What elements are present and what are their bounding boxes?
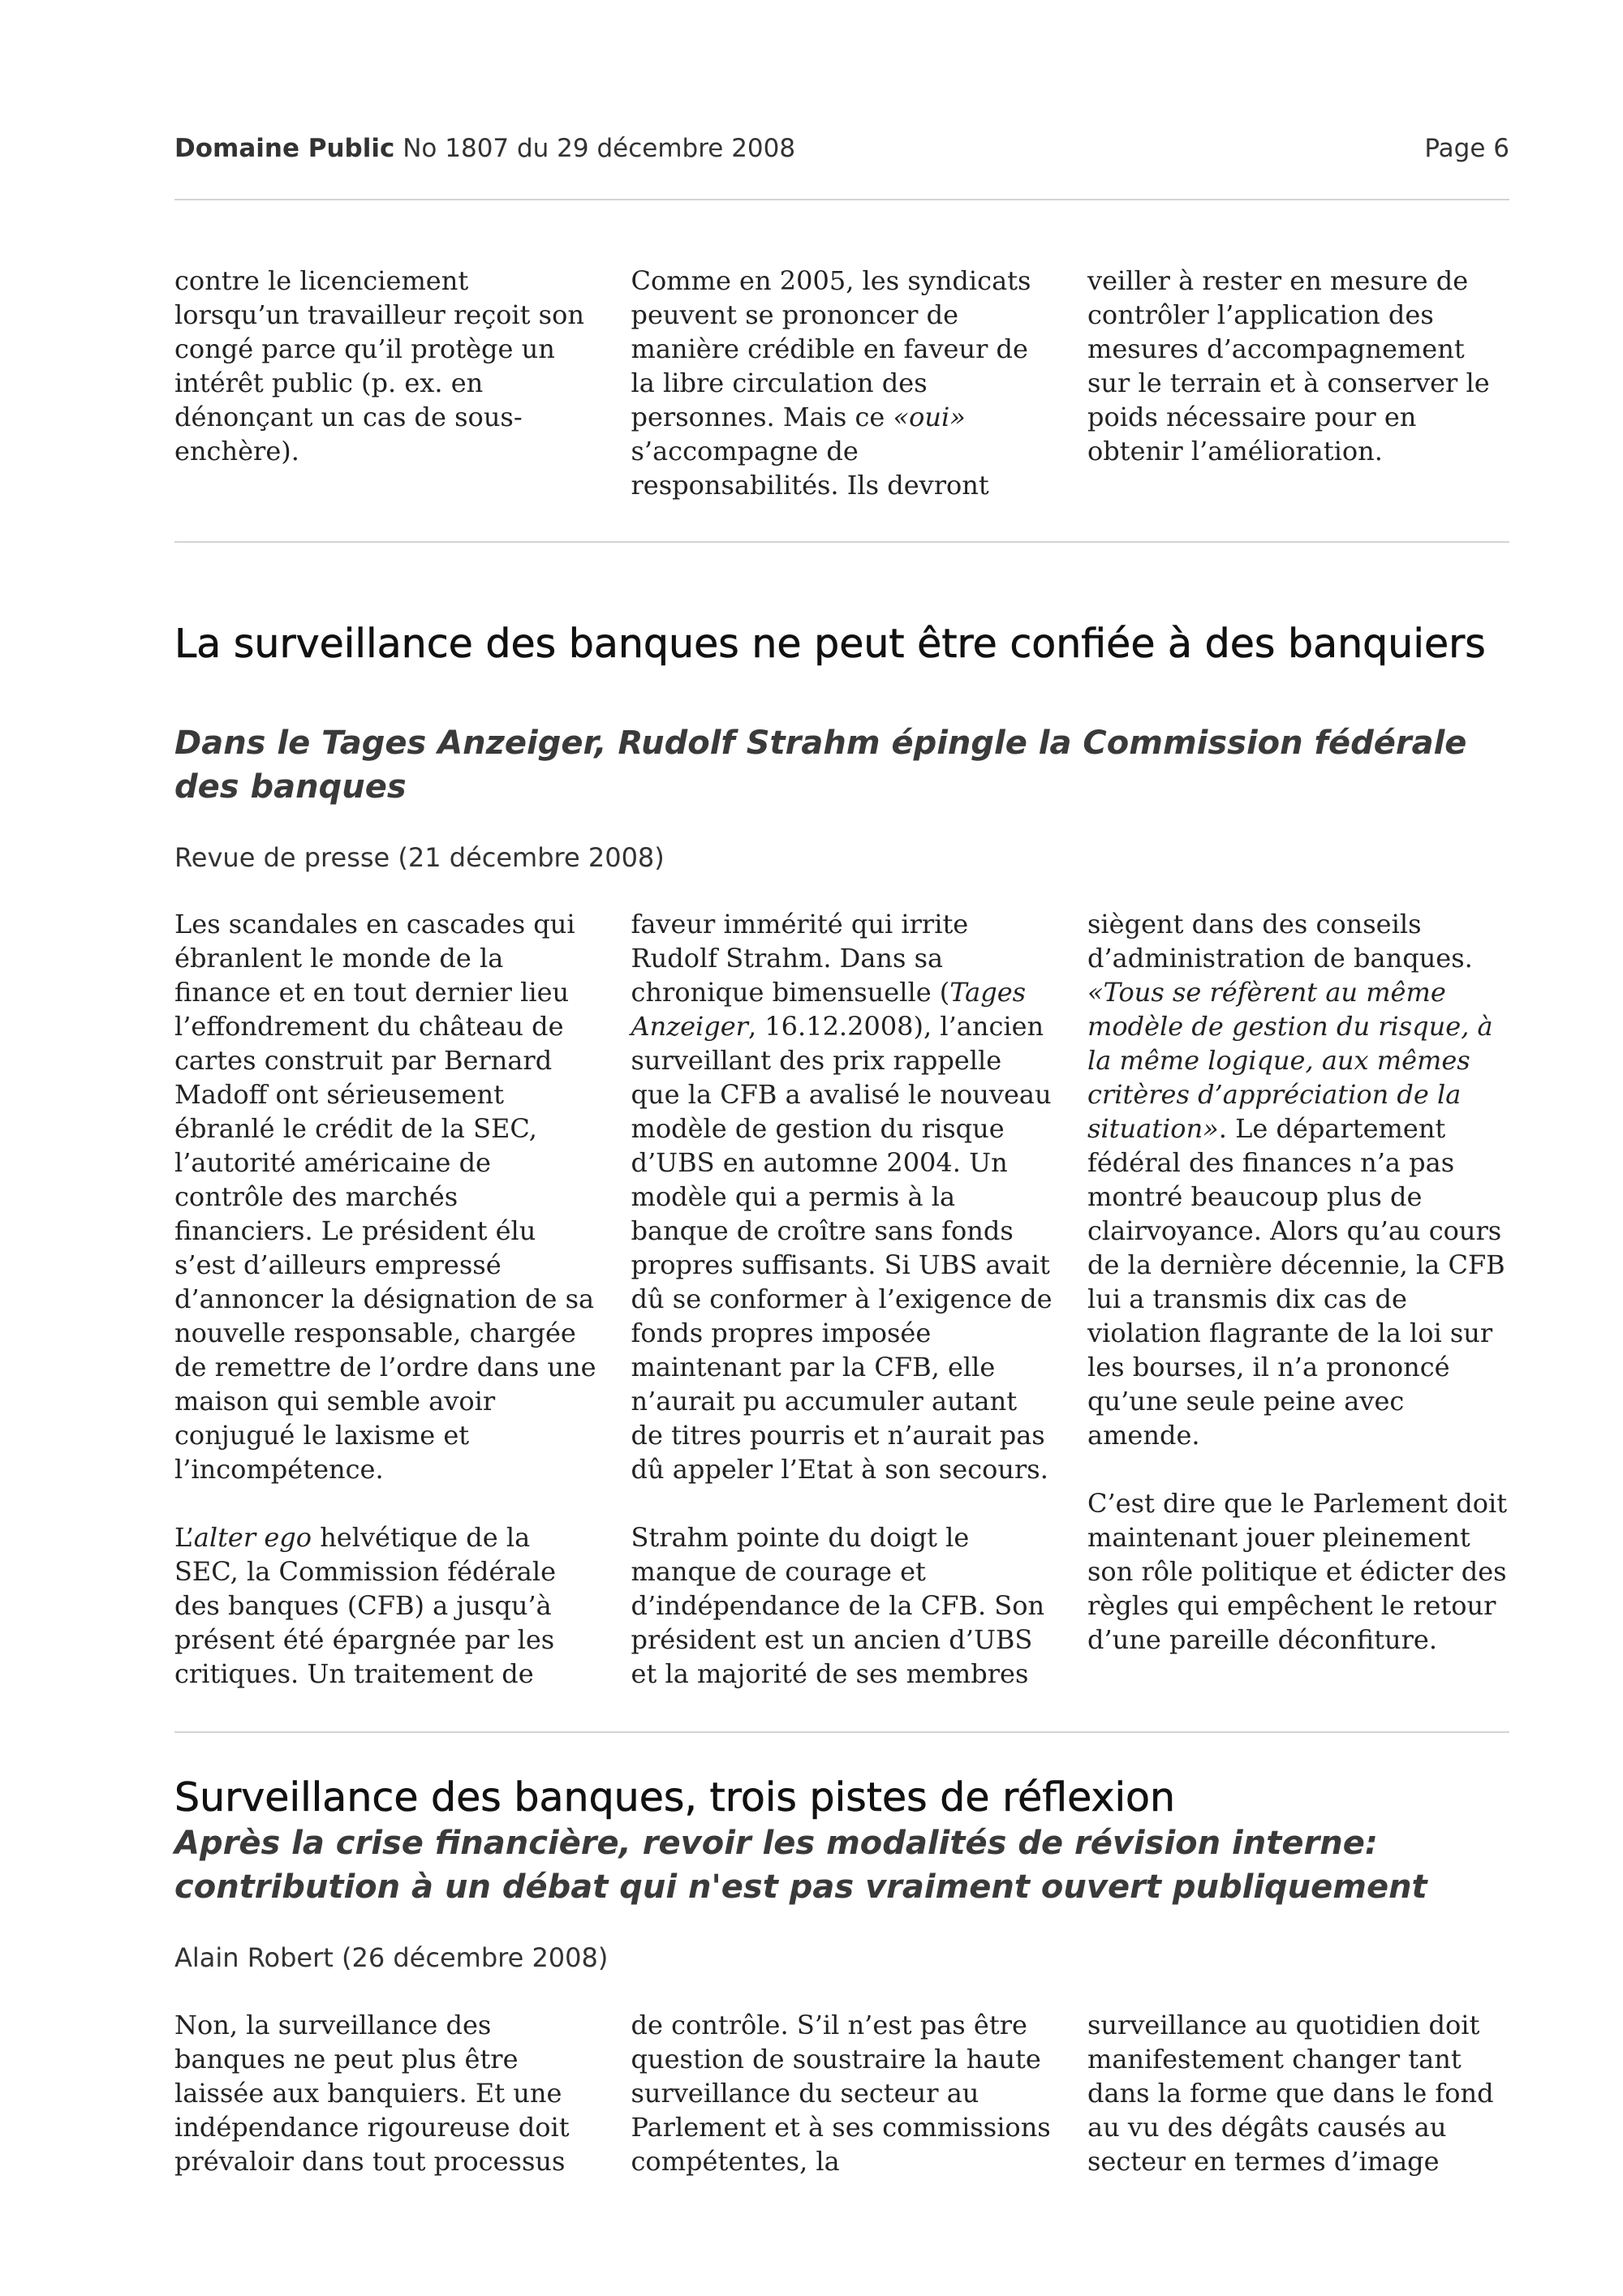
article-2-column-1 [174,2008,596,2178]
publication-name: Domaine Public [174,134,395,163]
page-header [174,134,1509,166]
issue-info: No 1807 du 29 décembre 2008 [403,134,796,163]
paragraph: Les scandales en cascades qui ébranlent le monde de la finance et en tout dernier lieu l’effondrement du château de cartes construit par Bernard Madoff ont sérieusement ébranlé le crédit de la SEC, l’autorité américaine de contrôle des marchés financiers. Le président élu s’est d’ailleurs empressé d’annoncer la désignation de sa nouvelle responsable, chargée de remettre de l’ordre dans une maison qui semble avoir conjugué le laxisme et l’incompétence. [174,909,596,1485]
article-1-columns [174,907,1509,1691]
section-divider [174,1731,1509,1733]
article-2-column-2 [631,2008,1053,2178]
paragraph: C’est dire que le Parlement doit maintenant jouer pleinement son rôle politique et édicter des règles qui empêchent le retour d’une pareille déconfiture. [1087,1488,1508,1655]
article-2-column-3 [1087,2008,1509,2178]
paragraph: surveillance au quotidien doit manifestement changer tant dans la forme que dans le fond au vu des dégâts causés au secteur en termes d’image [1087,2010,1494,2177]
article-2-columns [174,2008,1509,2178]
paragraph: faveur immérité qui irrite Rudolf Strahm. Dans sa chronique bimensuelle (Tages Anzeiger, 16.12.2008), l’ancien surveillant des prix rappelle que la CFB a avalisé le nouveau modèle de gestion du risque d’UBS en automne 2004. Un modèle qui a permis à la banque de croître sans fonds propres suffisants. Si UBS avait dû se conformer à l’exigence de fonds propres imposée maintenant par la CFB, elle n’aurait pu accumuler autant de titres pourris et n’aurait pas dû appeler l’Etat à son secours. [631,909,1053,1485]
header-divider [174,199,1509,200]
article-1-column-1 [174,907,596,1691]
paragraph: L’alter ego helvétique de la SEC, la Commission fédérale des banques (CFB) a jusqu’à présent été épargnée par les critiques. Un traitement de [174,1522,556,1689]
paragraph: siègent dans des conseils d’administration de banques. «Tous se réfèrent au même modèle de gestion du risque, à la même logique, aux mêmes critères d’appréciation de la situation». Le département fédéral des finances n’a pas montré beaucoup plus de clairvoyance. Alors qu’au cours de la dernière décennie, la CFB lui a transmis dix cas de violation flagrante de la loi sur les bourses, il n’a prononcé qu’une seule peine avec amende. [1087,909,1505,1451]
section-divider [174,541,1509,543]
paragraph: contre le licenciement lorsqu’un travailleur reçoit son congé parce qu’il protège un intérêt public (p. ex. en dénonçant un cas de sous-enchère). [174,265,584,467]
paragraph: Comme en 2005, les syndicats peuvent se prononcer de manière crédible en faveur de la libre circulation des personnes. Mais ce «oui» s’accompagne de responsabilités. Ils devront [631,265,1031,501]
page-number: Page 6 [1424,134,1509,163]
article-1-subtitle: Dans le Tages Anzeiger, Rudolf Strahm épingle la Commission fédérale des banques [174,724,1467,806]
article-2-subtitle: Après la crise financière, revoir les modalités de révision interne: contribution à un débat qui n'est pas vraiment ouvert publiquement [174,1825,1427,1906]
article-1-column-3 [1087,907,1509,1691]
article-1-title: La surveillance des banques ne peut être confiée à des banquiers [174,621,1486,667]
article-2-byline: Alain Robert (26 décembre 2008) [174,1942,609,1973]
article-1-byline: Revue de presse (21 décembre 2008) [174,842,665,873]
paragraph: veiller à rester en mesure de contrôler l’application des mesures d’accompagnement sur le terrain et à conserver le poids nécessaire pour en obtenir l’amélioration. [1087,265,1490,467]
prev-article-columns [174,264,1509,502]
paragraph: de contrôle. S’il n’est pas être question de soustraire la haute surveillance du secteur au Parlement et à ses commissions compétentes, la [631,2010,1051,2177]
article-1-column-2 [631,907,1053,1691]
prev-article-column-3 [1087,264,1509,502]
prev-article-column-2 [631,264,1053,502]
article-2-title: Surveillance des banques, trois pistes de réflexion [174,1774,1176,1821]
paragraph: Strahm pointe du doigt le manque de courage et d’indépendance de la CFB. Son président est un ancien d’UBS et la majorité de ses membres [631,1522,1045,1689]
paragraph: Non, la surveillance des banques ne peut plus être laissée aux banquiers. Et une indépendance rigoureuse doit prévaloir dans tout processus [174,2010,570,2177]
prev-article-column-1 [174,264,596,502]
